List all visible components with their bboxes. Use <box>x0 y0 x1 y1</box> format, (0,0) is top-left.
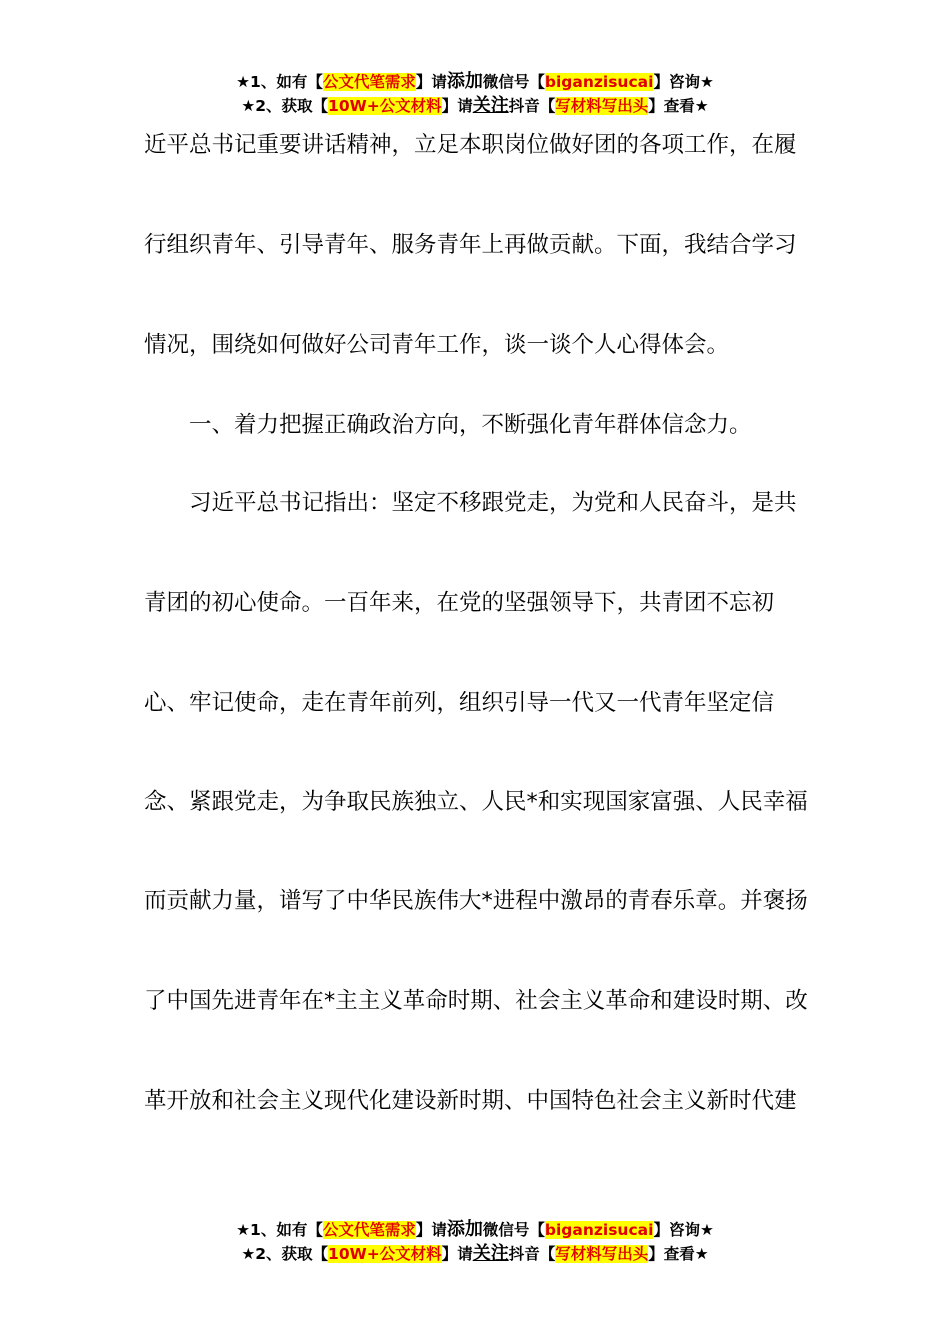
star-icon: ★ <box>699 73 714 91</box>
paragraph-line: 行组织青年、引导青年、服务青年上再做贡献。下面，我结合学习 <box>144 232 797 258</box>
highlight-materials: 10W+公文材料 <box>328 97 442 115</box>
highlight-wechat-id: biganzisucai <box>544 73 654 91</box>
paragraph-line: 近平总书记重要讲话精神，立足本职岗位做好团的各项工作，在履 <box>144 132 797 158</box>
paragraph-line: 而贡献力量，谱写了中华民族伟大*进程中激昂的青春乐章。并褒扬 <box>144 888 808 914</box>
star-icon: ★ <box>694 97 709 115</box>
paragraph-line: 念、紧跟党走，为争取民族独立、人民*和实现国家富强、人民幸福 <box>144 789 808 815</box>
paragraph-line: 革开放和社会主义现代化建设新时期、中国特色社会主义新时代建 <box>144 1088 797 1114</box>
star-icon: ★ <box>236 73 251 91</box>
highlight-wechat-id: biganzisucai <box>544 1221 654 1239</box>
paragraph-line: 情况，围绕如何做好公司青年工作，谈一谈个人心得体会。 <box>144 332 730 358</box>
paragraph-line: 青团的初心使命。一百年来，在党的坚强领导下，共青团不忘初 <box>144 590 775 616</box>
star-icon: ★ <box>241 97 256 115</box>
highlight-service: 公文代笔需求 <box>322 1221 416 1239</box>
paragraph-line: 了中国先进青年在*主主义革命时期、社会主义革命和建设时期、改 <box>144 988 808 1014</box>
highlight-service: 公文代笔需求 <box>322 73 416 91</box>
star-icon: ★ <box>699 1221 714 1239</box>
paragraph-line: 习近平总书记指出：坚定不移跟党走，为党和人民奋斗，是共 <box>189 490 797 516</box>
header-line-2: ★2、获取【10W+公文材料】请关注抖音【写材料写出头】查看★ <box>241 95 709 116</box>
section-heading: 一、着力把握正确政治方向，不断强化青年群体信念力。 <box>189 412 752 438</box>
star-icon: ★ <box>241 1245 256 1263</box>
footer-line-1: ★1、如有【公文代笔需求】请添加微信号【biganzisucai】咨询★ <box>236 1219 714 1240</box>
highlight-materials: 10W+公文材料 <box>328 1245 442 1263</box>
header-banner <box>0 70 950 118</box>
highlight-douyin-account: 写材料写出头 <box>555 1245 649 1263</box>
paragraph-line: 心、牢记使命，走在青年前列，组织引导一代又一代青年坚定信 <box>144 690 775 716</box>
star-icon: ★ <box>694 1245 709 1263</box>
footer-banner <box>0 1218 950 1266</box>
star-icon: ★ <box>236 1221 251 1239</box>
footer-line-2: ★2、获取【10W+公文材料】请关注抖音【写材料写出头】查看★ <box>241 1243 709 1264</box>
header-line-1: ★1、如有【公文代笔需求】请添加微信号【biganzisucai】咨询★ <box>236 71 714 92</box>
highlight-douyin-account: 写材料写出头 <box>555 97 649 115</box>
